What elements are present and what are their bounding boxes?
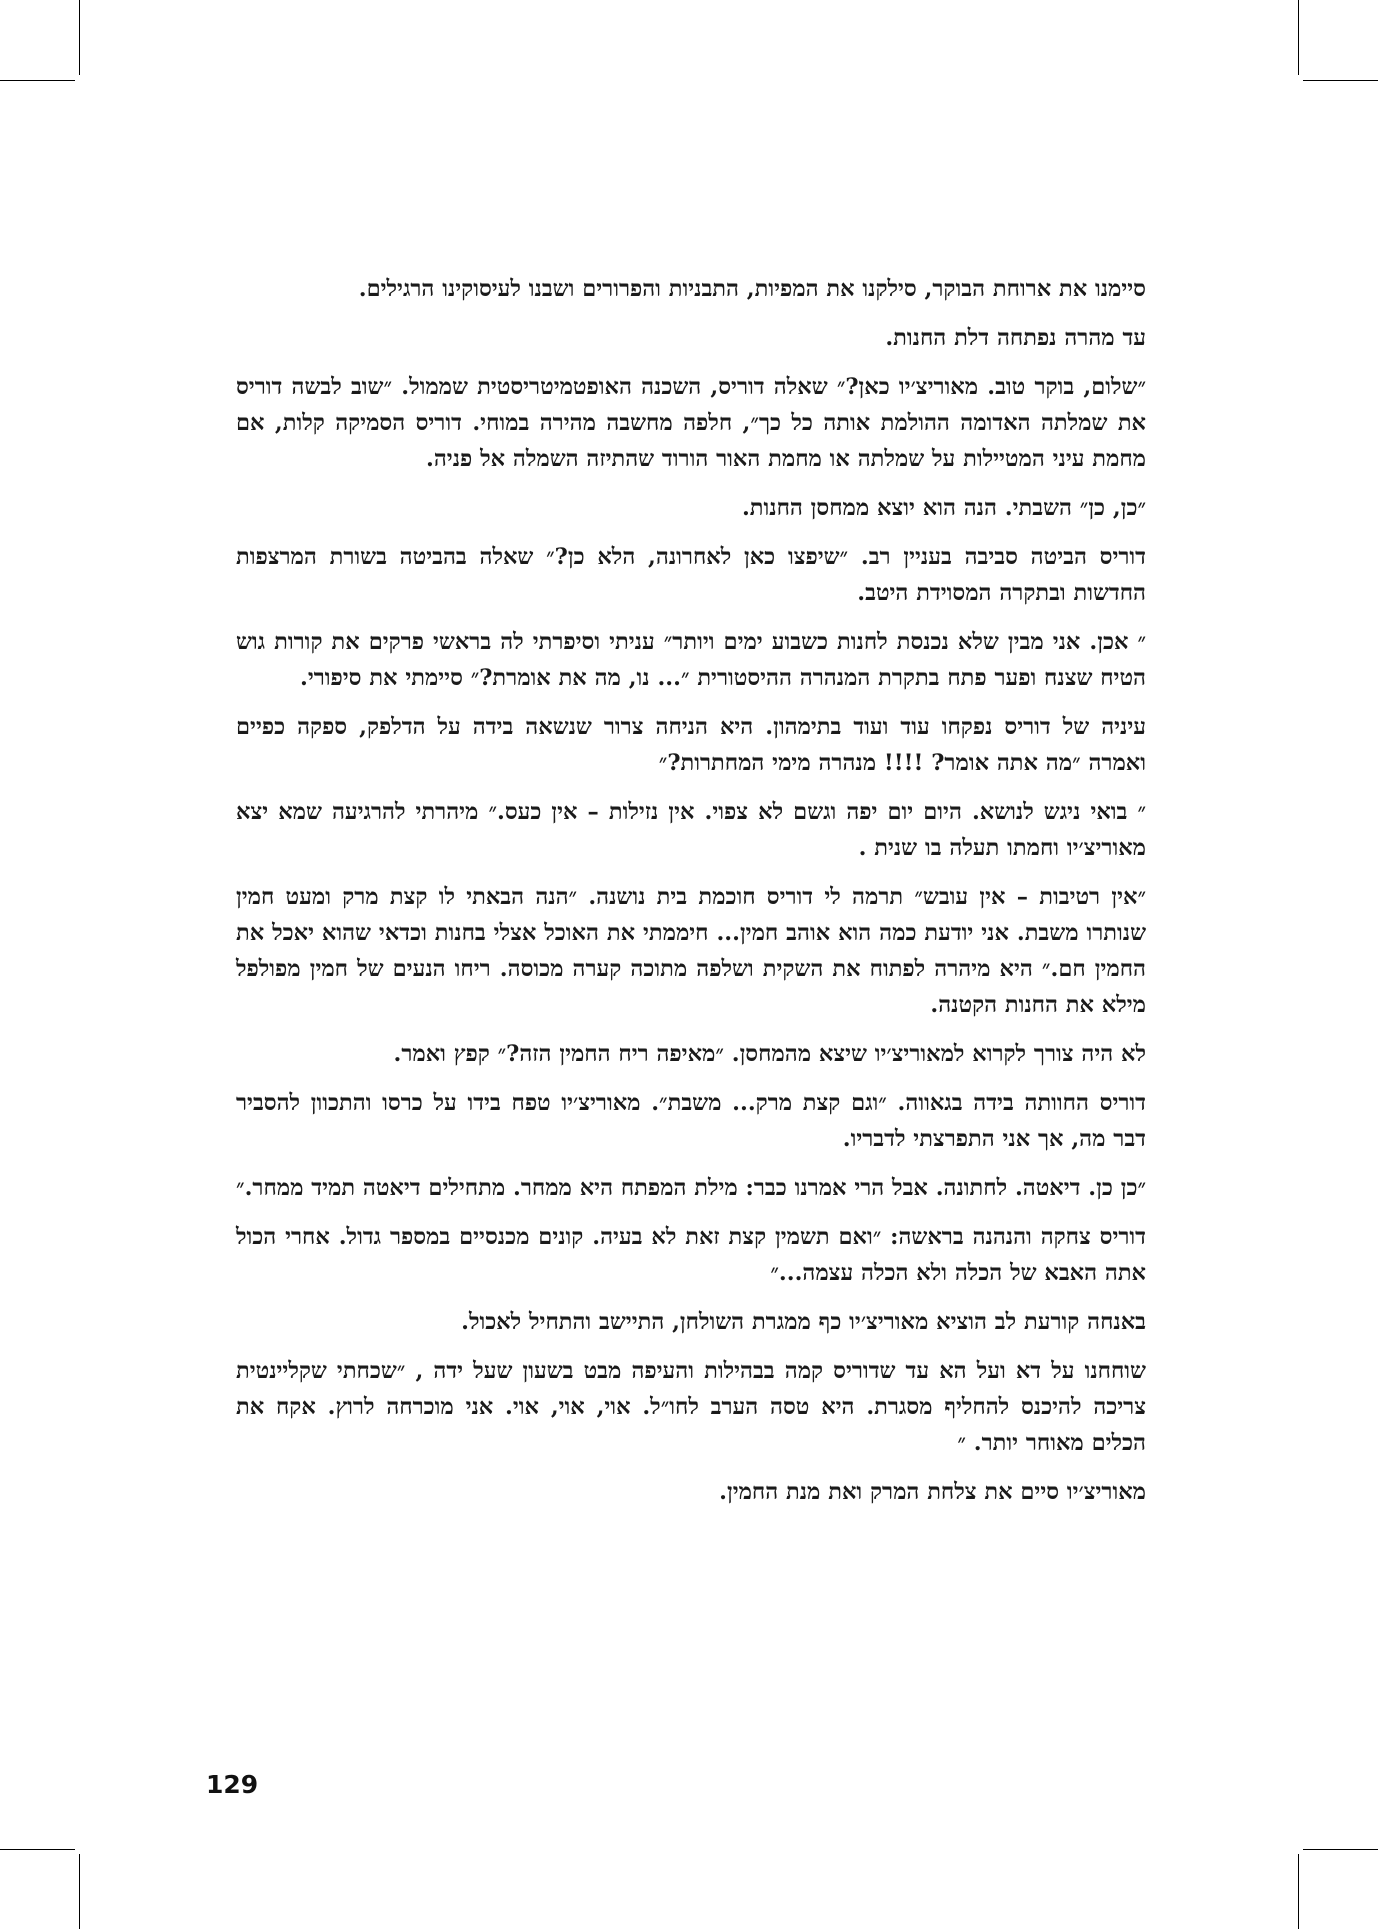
crop-mark-left-top [0,80,75,81]
crop-mark-bottom-right [1298,1854,1299,1929]
paragraph: לא היה צורך לקרוא למאוריצ׳יו שיצא מהמחסן. ״מאיפה ריח החמין הזה?״ קפץ ואמר. [393,1041,1146,1067]
paragraph: עיניה של דוריס נפקחו עוד ועוד בתימהון. היא הניחה צרור שנשאה בידה על הדלפק, ספקה כפיים ואמרה ״מה אתה אומר? !!!! מנהרה מימי המחתרות?״ [236,714,1146,776]
paragraph: מאוריצ׳יו סיים את צלחת המרק ואת מנת החמין. [719,1479,1146,1505]
paragraph: דוריס הביטה סביבה בעניין רב. ״שיפצו כאן לאחרונה, הלא כן?״ שאלה בהביטה בשורת המרצפות החדשות ובתקרה המסוידת היטב. [236,544,1146,606]
paragraph: ״שלום, בוקר טוב. מאוריצ׳יו כאן?״ שאלה דוריס, השכנה האופטמיטריסטית שממול. ״שוב לבשה דוריס את שמלתה האדומה ההולמת אותה כל כך״, חלפה מחשבה מהירה במוחי. דוריס הסמיקה קלות, אם מחמת עיני המטיילות על שמלתה או מחמת האור הורוד שהתיזה השמלה אל פניה. [236,374,1146,472]
paragraph: עד מהרה נפתחה דלת החנות. [885,325,1146,351]
paragraph: באנחה קורעת לב הוציא מאוריצ׳יו כף ממגרת השולחן, התיישב והתחיל לאכול. [461,1309,1146,1335]
page-number: 129 [206,1770,259,1799]
crop-mark-top-right [1298,0,1299,75]
crop-mark-right-bottom [1303,1849,1378,1850]
paragraph: ״אין רטיבות – אין עובש״ תרמה לי דוריס חוכמת בית נושנה. ״הנה הבאתי לו קצת מרק ומעט חמין שנותרו משבת. אני יודעת כמה הוא אוהב חמין... חיממתי את האוכל אצלי בחנות וכדאי שהוא יאכל את החמין חם.״ היא מיהרה לפתוח את השקית ושלפה מתוכה קערה מכוסה. ריחו הנעים של חמין מפולפל מילא את החנות הקטנה. [236,884,1146,1018]
paragraph: דוריס החוותה בידה בגאווה. ״וגם קצת מרק... משבת״. מאוריצ׳יו טפח בידו על כרסו והתכוון להסביר דבר מה, אך אני התפרצתי לדבריו. [236,1090,1146,1152]
body-text [236,271,1146,1523]
paragraph: ״כן, כן״ השבתי. הנה הוא יוצא ממחסן החנות. [741,495,1146,521]
paragraph: שוחחנו על דא ועל הא עד שדוריס קמה בבהילות והעיפה מבט בשעון שעל ידה , ״שכחתי שקליינטית צריכה להיכנס להחליף מסגרת. היא טסה הערב לחו״ל. אוי, אוי, אוי. אני מוכרחה לרוץ. אקח את הכלים מאוחר יותר. ״ [236,1358,1146,1456]
paragraph: ״כן כן. דיאטה. לחתונה. אבל הרי אמרנו כבר: מילת המפתח היא ממחר. מתחילים דיאטה תמיד ממחר.״ [236,1175,1146,1201]
crop-mark-left-bottom [0,1849,75,1850]
paragraph: ״ בואי ניגש לנושא. היום יום יפה וגשם לא צפוי. אין נזילות – אין כעס.״ מיהרתי להרגיעה שמא יצא מאוריצ׳יו וחמתו תעלה בו שנית . [236,799,1146,861]
paragraph: סיימנו את ארוחת הבוקר, סילקנו את המפיות, התבניות והפרורים ושבנו לעיסוקינו הרגילים. [358,276,1146,302]
crop-mark-top-left [79,0,80,75]
crop-mark-bottom-left [79,1854,80,1929]
crop-mark-right-top [1303,80,1378,81]
paragraph: דוריס צחקה והנהנה בראשה: ״ואם תשמין קצת זאת לא בעיה. קונים מכנסיים במספר גדול. אחרי הכול אתה האבא של הכלה ולא הכלה עצמה...״ [236,1224,1146,1286]
paragraph: ״ אכן. אני מבין שלא נכנסת לחנות כשבוע ימים ויותר״ עניתי וסיפרתי לה בראשי פרקים את קורות גוש הטיח שצנח ופער פתח בתקרת המנהרה ההיסטורית ״... נו, מה את אומרת?״ סיימתי את סיפורי. [236,629,1146,691]
